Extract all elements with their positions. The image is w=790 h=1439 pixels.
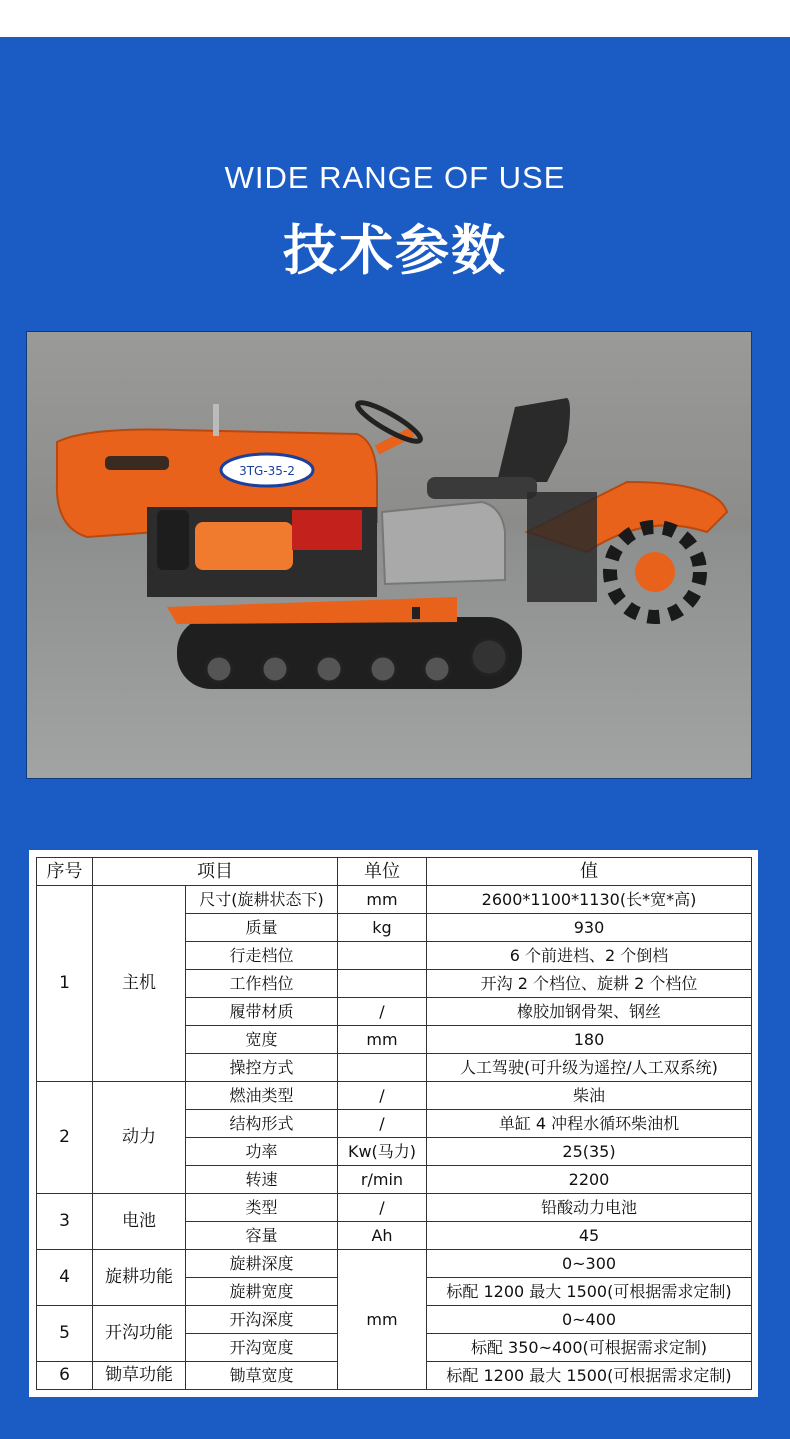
value-cell: 180 <box>427 1026 752 1054</box>
unit-cell: mm <box>338 1026 427 1054</box>
group-name: 电池 <box>93 1194 186 1250</box>
group-name: 动力 <box>93 1082 186 1194</box>
item-cell: 转速 <box>186 1166 338 1194</box>
item-cell: 锄草宽度 <box>186 1362 338 1390</box>
value-cell: 标配 1200 最大 1500(可根据需求定制) <box>427 1362 752 1390</box>
value-cell: 柴油 <box>427 1082 752 1110</box>
unit-cell: / <box>338 1110 427 1138</box>
unit-cell: / <box>338 1194 427 1222</box>
value-cell: 0~300 <box>427 1250 752 1278</box>
table-row <box>37 1250 752 1278</box>
item-cell: 旋耕宽度 <box>186 1278 338 1306</box>
item-cell: 结构形式 <box>186 1110 338 1138</box>
product-photo <box>26 331 752 779</box>
frame-bolt <box>412 607 420 619</box>
headline-english: WIDE RANGE OF USE <box>224 160 566 195</box>
value-cell: 6 个前进档、2 个倒档 <box>427 942 752 970</box>
group-name: 锄草功能 <box>93 1362 186 1390</box>
tiller-linkage <box>527 492 597 602</box>
group-number: 1 <box>37 886 93 1082</box>
fuel-tank <box>195 522 293 570</box>
table-row <box>37 1194 752 1222</box>
table-header-row <box>37 858 752 886</box>
group-number: 6 <box>37 1362 93 1390</box>
unit-cell: / <box>338 1082 427 1110</box>
value-cell: 标配 1200 最大 1500(可根据需求定制) <box>427 1278 752 1306</box>
value-cell: 0~400 <box>427 1306 752 1334</box>
header-item: 项目 <box>93 858 338 886</box>
unit-cell: r/min <box>338 1166 427 1194</box>
headline-chinese: 技术参数 <box>283 219 507 282</box>
group-number: 3 <box>37 1194 93 1250</box>
table-row <box>37 886 752 914</box>
item-cell: 操控方式 <box>186 1054 338 1082</box>
unit-cell <box>338 970 427 998</box>
value-cell: 开沟 2 个档位、旋耕 2 个档位 <box>427 970 752 998</box>
value-cell: 标配 350~400(可根据需求定制) <box>427 1334 752 1362</box>
group-name: 开沟功能 <box>93 1306 186 1362</box>
value-cell: 单缸 4 冲程水循环柴油机 <box>427 1110 752 1138</box>
group-number: 2 <box>37 1082 93 1194</box>
item-cell: 宽度 <box>186 1026 338 1054</box>
value-cell: 2200 <box>427 1166 752 1194</box>
item-cell: 功率 <box>186 1138 338 1166</box>
value-cell: 2600*1100*1130(长*宽*高) <box>427 886 752 914</box>
spec-table <box>36 857 752 1390</box>
value-cell: 45 <box>427 1222 752 1250</box>
value-cell: 铅酸动力电池 <box>427 1194 752 1222</box>
gearbox-cover <box>382 502 505 584</box>
group-name: 旋耕功能 <box>93 1250 186 1306</box>
group-name: 主机 <box>93 886 186 1082</box>
group-number: 5 <box>37 1306 93 1362</box>
unit-cell: Kw(马力) <box>338 1138 427 1166</box>
header-unit: 单位 <box>338 858 427 886</box>
unit-cell: kg <box>338 914 427 942</box>
spec-table-card <box>29 850 758 1397</box>
crawler-tiller-illustration <box>27 332 751 778</box>
seat-cushion <box>427 477 537 499</box>
item-cell: 质量 <box>186 914 338 942</box>
hood-vent <box>105 456 169 470</box>
item-cell: 旋耕深度 <box>186 1250 338 1278</box>
diesel-engine-head <box>292 510 362 550</box>
group-number: 4 <box>37 1250 93 1306</box>
item-cell: 容量 <box>186 1222 338 1250</box>
unit-cell <box>338 942 427 970</box>
top-white-strip <box>0 0 790 37</box>
item-cell: 行走档位 <box>186 942 338 970</box>
header-value: 值 <box>427 858 752 886</box>
value-cell: 25(35) <box>427 1138 752 1166</box>
unit-cell: Ah <box>338 1222 427 1250</box>
unit-cell: mm <box>338 886 427 914</box>
item-cell: 开沟深度 <box>186 1306 338 1334</box>
item-cell: 工作档位 <box>186 970 338 998</box>
table-row <box>37 1082 752 1110</box>
value-cell: 橡胶加钢骨架、钢丝 <box>427 998 752 1026</box>
value-cell: 930 <box>427 914 752 942</box>
item-cell: 尺寸(旋耕状态下) <box>186 886 338 914</box>
brand-badge-text: 3TG-35-2 <box>239 464 295 478</box>
value-cell: 人工驾驶(可升级为遥控/人工双系统) <box>427 1054 752 1082</box>
shared-unit-cell: mm <box>338 1250 427 1390</box>
header-no: 序号 <box>37 858 93 886</box>
item-cell: 开沟宽度 <box>186 1334 338 1362</box>
unit-cell: / <box>338 998 427 1026</box>
unit-cell <box>338 1054 427 1082</box>
exhaust-pipe <box>213 404 219 436</box>
air-filter <box>157 510 189 570</box>
item-cell: 履带材质 <box>186 998 338 1026</box>
item-cell: 类型 <box>186 1194 338 1222</box>
item-cell: 燃油类型 <box>186 1082 338 1110</box>
